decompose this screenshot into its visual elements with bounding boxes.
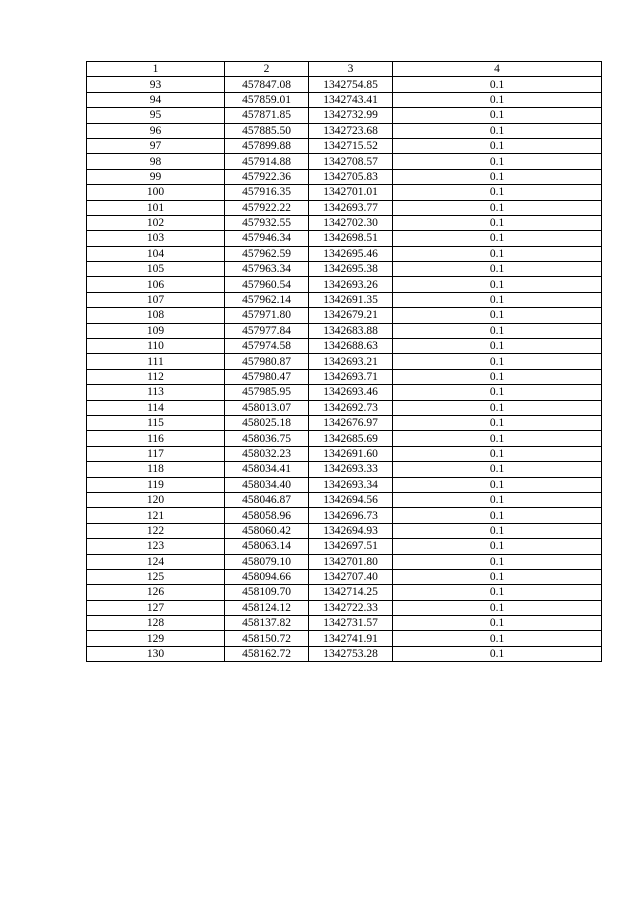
table-cell-col2: 458060.42 (225, 523, 309, 538)
table-cell-col3: 1342693.34 (309, 477, 393, 492)
table-cell-col4: 0.1 (393, 185, 602, 200)
table-cell-col3: 1342688.63 (309, 339, 393, 354)
table-cell-col3: 1342701.01 (309, 185, 393, 200)
table-row (87, 415, 602, 430)
table-row (87, 539, 602, 554)
table-cell-col4: 0.1 (393, 492, 602, 507)
table-cell-col4: 0.1 (393, 631, 602, 646)
table-cell-col2: 458063.14 (225, 539, 309, 554)
table-cell-col1: 108 (87, 308, 225, 323)
table-cell-col1: 123 (87, 539, 225, 554)
table-cell-col4: 0.1 (393, 616, 602, 631)
table-cell-col2: 458137.82 (225, 616, 309, 631)
table-cell-col1: 124 (87, 554, 225, 569)
table-cell-col2: 458094.66 (225, 569, 309, 584)
table-cell-col1: 107 (87, 292, 225, 307)
table-cell-col3: 1342695.38 (309, 262, 393, 277)
table-cell-col1: 100 (87, 185, 225, 200)
table-cell-col3: 1342696.73 (309, 508, 393, 523)
table-cell-col1: 110 (87, 339, 225, 354)
table-cell-col1: 109 (87, 323, 225, 338)
table-row (87, 431, 602, 446)
table-row (87, 92, 602, 107)
table-cell-col3: 1342715.52 (309, 138, 393, 153)
header-cell-4: 4 (393, 62, 602, 77)
table-cell-col4: 0.1 (393, 508, 602, 523)
table-cell-col2: 457932.55 (225, 215, 309, 230)
table-cell-col2: 457899.88 (225, 138, 309, 153)
table-cell-col4: 0.1 (393, 339, 602, 354)
table-cell-col1: 129 (87, 631, 225, 646)
table-cell-col3: 1342698.51 (309, 231, 393, 246)
table-row (87, 339, 602, 354)
table-cell-col1: 106 (87, 277, 225, 292)
table-cell-col1: 102 (87, 215, 225, 230)
table-cell-col1: 93 (87, 77, 225, 92)
table-cell-col1: 112 (87, 369, 225, 384)
table-cell-col2: 458058.96 (225, 508, 309, 523)
table-cell-col3: 1342676.97 (309, 415, 393, 430)
table-cell-col1: 121 (87, 508, 225, 523)
table-cell-col4: 0.1 (393, 108, 602, 123)
table-cell-col2: 458162.72 (225, 646, 309, 661)
table-row (87, 631, 602, 646)
table-cell-col1: 105 (87, 262, 225, 277)
table-cell-col4: 0.1 (393, 446, 602, 461)
table-cell-col3: 1342685.69 (309, 431, 393, 446)
header-cell-3: 3 (309, 62, 393, 77)
table-cell-col2: 457871.85 (225, 108, 309, 123)
table-row (87, 446, 602, 461)
table-cell-col3: 1342702.30 (309, 215, 393, 230)
table-cell-col3: 1342741.91 (309, 631, 393, 646)
table-cell-col2: 457962.59 (225, 246, 309, 261)
table-cell-col3: 1342707.40 (309, 569, 393, 584)
table-cell-col2: 457974.58 (225, 339, 309, 354)
table-row (87, 585, 602, 600)
table-cell-col4: 0.1 (393, 323, 602, 338)
table-row (87, 246, 602, 261)
table-cell-col4: 0.1 (393, 77, 602, 92)
table-cell-col3: 1342723.68 (309, 123, 393, 138)
table-cell-col4: 0.1 (393, 154, 602, 169)
table-row (87, 77, 602, 92)
table-row (87, 169, 602, 184)
table-cell-col3: 1342743.41 (309, 92, 393, 107)
table-cell-col3: 1342683.88 (309, 323, 393, 338)
table-cell-col3: 1342693.71 (309, 369, 393, 384)
table-cell-col2: 457922.22 (225, 200, 309, 215)
table-cell-col1: 103 (87, 231, 225, 246)
table-cell-col2: 458036.75 (225, 431, 309, 446)
table-row (87, 616, 602, 631)
table-cell-col3: 1342693.46 (309, 385, 393, 400)
table-cell-col1: 104 (87, 246, 225, 261)
table-row (87, 554, 602, 569)
table-cell-col2: 457980.87 (225, 354, 309, 369)
table-cell-col3: 1342754.85 (309, 77, 393, 92)
table-cell-col1: 97 (87, 138, 225, 153)
table-cell-col2: 458032.23 (225, 446, 309, 461)
table-cell-col2: 457859.01 (225, 92, 309, 107)
table-row (87, 400, 602, 415)
table-cell-col4: 0.1 (393, 600, 602, 615)
table-cell-col2: 457980.47 (225, 369, 309, 384)
table-cell-col4: 0.1 (393, 400, 602, 415)
table-cell-col1: 120 (87, 492, 225, 507)
table-cell-col3: 1342679.21 (309, 308, 393, 323)
table-cell-col4: 0.1 (393, 262, 602, 277)
table-row (87, 231, 602, 246)
table-cell-col4: 0.1 (393, 246, 602, 261)
table-cell-col1: 98 (87, 154, 225, 169)
table-row (87, 646, 602, 661)
table-row (87, 200, 602, 215)
table-row (87, 185, 602, 200)
table-row (87, 369, 602, 384)
table-cell-col1: 114 (87, 400, 225, 415)
table-row (87, 600, 602, 615)
header-row (87, 62, 602, 77)
table-cell-col3: 1342705.83 (309, 169, 393, 184)
table-cell-col3: 1342701.80 (309, 554, 393, 569)
table-row (87, 385, 602, 400)
table-cell-col1: 119 (87, 477, 225, 492)
table-cell-col4: 0.1 (393, 215, 602, 230)
table-cell-col1: 101 (87, 200, 225, 215)
table-cell-col4: 0.1 (393, 354, 602, 369)
table-cell-col4: 0.1 (393, 554, 602, 569)
table-cell-col3: 1342693.26 (309, 277, 393, 292)
table-cell-col2: 458079.10 (225, 554, 309, 569)
table-cell-col2: 457963.34 (225, 262, 309, 277)
table-cell-col1: 95 (87, 108, 225, 123)
table-cell-col1: 130 (87, 646, 225, 661)
table-row (87, 354, 602, 369)
table-row (87, 154, 602, 169)
table-row (87, 123, 602, 138)
table-cell-col1: 116 (87, 431, 225, 446)
table-cell-col3: 1342708.57 (309, 154, 393, 169)
table-cell-col4: 0.1 (393, 138, 602, 153)
table-cell-col4: 0.1 (393, 462, 602, 477)
table-cell-col4: 0.1 (393, 200, 602, 215)
table-cell-col2: 458109.70 (225, 585, 309, 600)
table-cell-col3: 1342693.21 (309, 354, 393, 369)
table-cell-col2: 457914.88 (225, 154, 309, 169)
table-cell-col4: 0.1 (393, 369, 602, 384)
table-cell-col4: 0.1 (393, 646, 602, 661)
table-cell-col2: 458025.18 (225, 415, 309, 430)
header-cell-2: 2 (225, 62, 309, 77)
table-cell-col1: 128 (87, 616, 225, 631)
table-body (87, 62, 602, 662)
table-cell-col2: 457962.14 (225, 292, 309, 307)
table-row (87, 292, 602, 307)
table-cell-col3: 1342694.93 (309, 523, 393, 538)
table-cell-col1: 118 (87, 462, 225, 477)
table-cell-col4: 0.1 (393, 385, 602, 400)
table-row (87, 492, 602, 507)
table-cell-col4: 0.1 (393, 523, 602, 538)
table-row (87, 508, 602, 523)
table-cell-col1: 122 (87, 523, 225, 538)
table-cell-col2: 458034.41 (225, 462, 309, 477)
table-row (87, 462, 602, 477)
table-cell-col3: 1342714.25 (309, 585, 393, 600)
table-cell-col4: 0.1 (393, 415, 602, 430)
table-cell-col2: 458034.40 (225, 477, 309, 492)
table-cell-col2: 457977.84 (225, 323, 309, 338)
table-cell-col1: 113 (87, 385, 225, 400)
table-cell-col3: 1342693.33 (309, 462, 393, 477)
table-cell-col3: 1342753.28 (309, 646, 393, 661)
table-cell-col2: 457971.80 (225, 308, 309, 323)
table-cell-col3: 1342722.33 (309, 600, 393, 615)
table-cell-col1: 96 (87, 123, 225, 138)
table-cell-col2: 457985.95 (225, 385, 309, 400)
table-row (87, 569, 602, 584)
table-cell-col1: 117 (87, 446, 225, 461)
table-cell-col2: 458124.12 (225, 600, 309, 615)
table-row (87, 277, 602, 292)
table-cell-col3: 1342691.35 (309, 292, 393, 307)
table-cell-col1: 125 (87, 569, 225, 584)
table-cell-col4: 0.1 (393, 308, 602, 323)
table-row (87, 323, 602, 338)
table-cell-col3: 1342732.99 (309, 108, 393, 123)
table-cell-col4: 0.1 (393, 92, 602, 107)
table-row (87, 138, 602, 153)
table-row (87, 262, 602, 277)
table-cell-col2: 457946.34 (225, 231, 309, 246)
table-cell-col4: 0.1 (393, 231, 602, 246)
table-row (87, 308, 602, 323)
table-cell-col3: 1342693.77 (309, 200, 393, 215)
table-cell-col1: 115 (87, 415, 225, 430)
table-cell-col1: 127 (87, 600, 225, 615)
table-cell-col2: 457847.08 (225, 77, 309, 92)
table-cell-col2: 457960.54 (225, 277, 309, 292)
table-cell-col4: 0.1 (393, 169, 602, 184)
table-cell-col3: 1342691.60 (309, 446, 393, 461)
table-row (87, 108, 602, 123)
coordinates-table (86, 61, 602, 662)
table-cell-col1: 126 (87, 585, 225, 600)
table-cell-col2: 457885.50 (225, 123, 309, 138)
table-cell-col2: 458046.87 (225, 492, 309, 507)
table-row (87, 523, 602, 538)
table-cell-col1: 94 (87, 92, 225, 107)
table-cell-col2: 458150.72 (225, 631, 309, 646)
table-cell-col4: 0.1 (393, 539, 602, 554)
table-row (87, 477, 602, 492)
table-cell-col3: 1342692.73 (309, 400, 393, 415)
table-cell-col3: 1342695.46 (309, 246, 393, 261)
table-cell-col4: 0.1 (393, 292, 602, 307)
table-cell-col4: 0.1 (393, 477, 602, 492)
table-cell-col4: 0.1 (393, 431, 602, 446)
table-cell-col1: 99 (87, 169, 225, 184)
table-cell-col4: 0.1 (393, 123, 602, 138)
table-row (87, 215, 602, 230)
table-cell-col2: 457916.35 (225, 185, 309, 200)
table-cell-col4: 0.1 (393, 569, 602, 584)
table-cell-col3: 1342694.56 (309, 492, 393, 507)
table-cell-col3: 1342731.57 (309, 616, 393, 631)
table-cell-col3: 1342697.51 (309, 539, 393, 554)
table-cell-col2: 458013.07 (225, 400, 309, 415)
table-cell-col4: 0.1 (393, 277, 602, 292)
table-cell-col1: 111 (87, 354, 225, 369)
table-cell-col2: 457922.36 (225, 169, 309, 184)
header-cell-1: 1 (87, 62, 225, 77)
table-cell-col4: 0.1 (393, 585, 602, 600)
